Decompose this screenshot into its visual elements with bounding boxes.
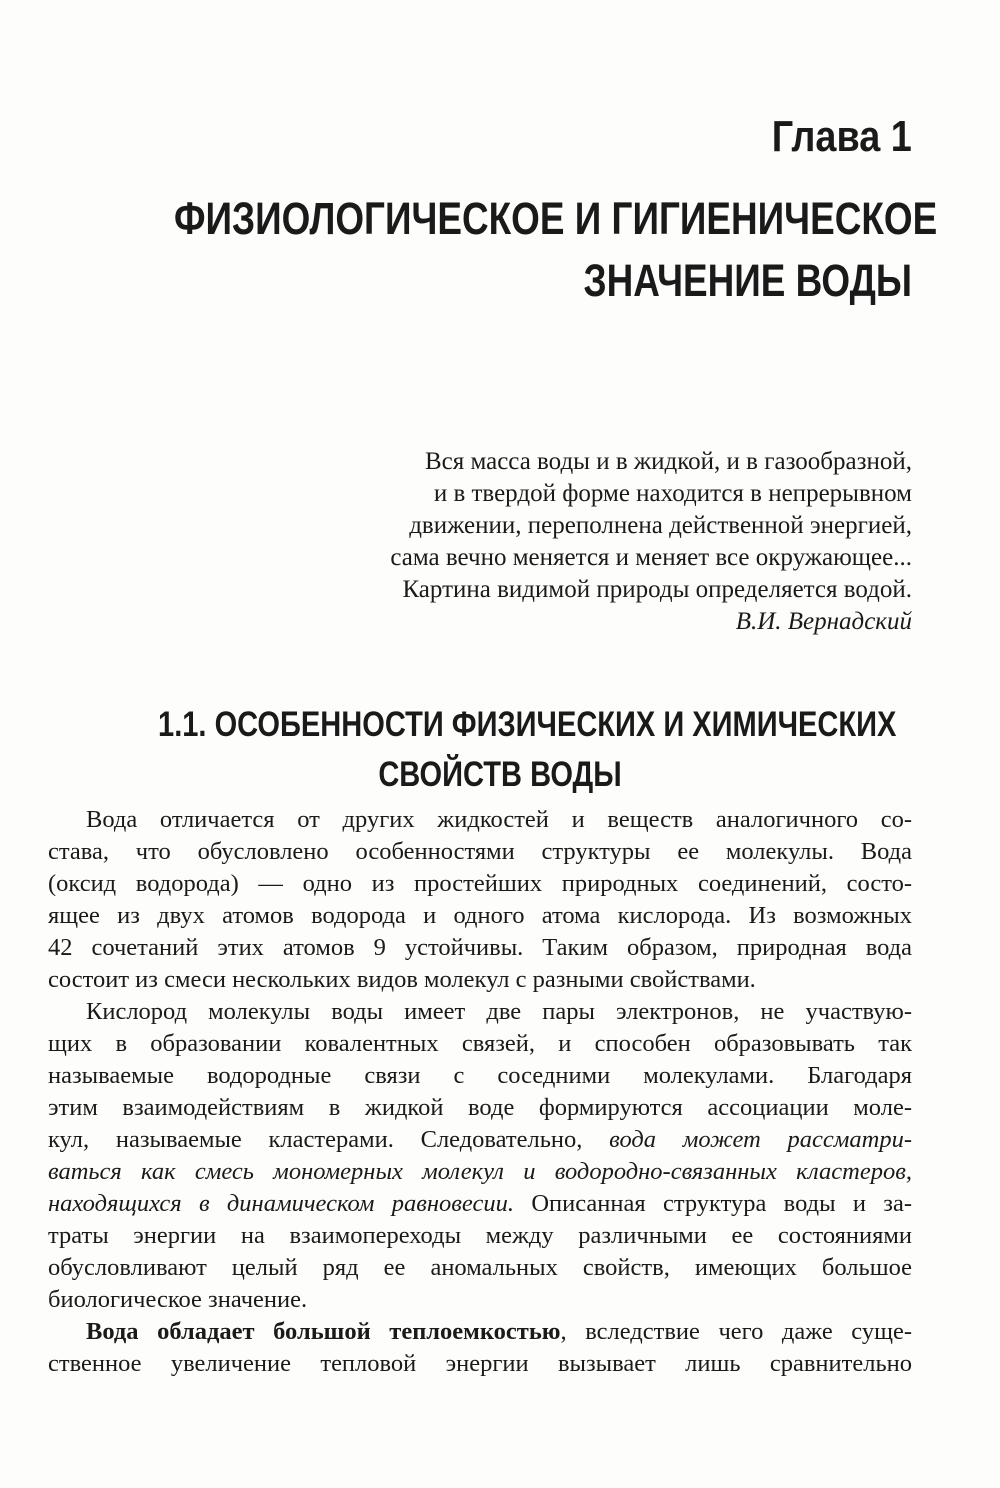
text-line: Вода отличается от других жидкостей и веществ аналогичного со- (86, 806, 912, 833)
chapter-title-line: ЗНАЧЕНИЕ ВОДЫ (583, 255, 912, 306)
epigraph-line: сама вечно меняется и меняет все окружающее... (390, 544, 912, 571)
text-line: состоит из смеси нескольких видов молекул с разными свойствами. (48, 966, 756, 993)
emphasis-text: находящихся в динамическом равновесии. (48, 1190, 514, 1217)
text-line (48, 1188, 912, 1220)
epigraph-line: движении, переполнена действенной энергией, (409, 512, 912, 539)
chapter-title-line: ФИЗИОЛОГИЧЕСКОЕ И ГИГИЕНИЧЕСКОЕ (174, 193, 938, 244)
chapter-label: Глава 1 (771, 112, 912, 161)
chapter-title (12, 188, 938, 312)
text-line: става, что обусловлено особенностями структуры ее молекулы. Вода (48, 838, 912, 865)
section-title-line: СВОЙСТВ ВОДЫ (378, 755, 622, 794)
text-line: обусловливают целый ряд ее аномальных свойств, имеющих большое (48, 1254, 912, 1281)
text-run: , вследствие чего даже суще- (560, 1318, 912, 1345)
text-line: ящее из двух атомов водорода и одного атома кислорода. Из возможных (48, 902, 912, 929)
text-line: называемые водородные связи с соседними молекулами. Благодаря (48, 1062, 912, 1089)
section-title-line: 1.1. ОСОБЕННОСТИ ФИЗИЧЕСКИХ И ХИМИЧЕСКИХ (158, 705, 897, 744)
epigraph-line: Вся масса воды и в жидкой, и в газообразной, (424, 448, 912, 475)
emphasis-text: вода может рассматри- (609, 1126, 912, 1153)
text-run: Описанная структура воды и за- (531, 1190, 913, 1217)
text-line: ственное увеличение тепловой энергии вызывает лишь сравнительно (48, 1350, 912, 1377)
text-line (48, 1316, 912, 1348)
section-title (88, 700, 912, 800)
epigraph-author: В.И. Вернадский (735, 608, 912, 635)
text-line: щих в образовании ковалентных связей, и способен образовывать так (48, 1030, 912, 1057)
paragraph (48, 804, 912, 996)
epigraph (292, 446, 912, 638)
body-text (48, 804, 912, 1380)
epigraph-line: и в твердой форме находится в непрерывном (433, 480, 912, 507)
emphasis-text: ваться как смесь мономерных молекул и водородно-связанных кластеров, (48, 1158, 912, 1185)
text-line: (оксид водорода) — одно из простейших природных соединений, состо- (48, 870, 912, 897)
text-line (48, 1156, 912, 1188)
text-line: 42 сочетаний этих атомов 9 устойчивы. Таким образом, природная вода (48, 934, 912, 961)
bold-text: Вода обладает большой теплоемкостью (86, 1318, 561, 1345)
paragraph (48, 996, 912, 1316)
text-line: траты энергии на взаимопереходы между различными ее состояниями (48, 1222, 912, 1249)
paragraph (48, 1316, 912, 1380)
text-line (48, 1124, 912, 1156)
text-line: Кислород молекулы воды имеет две пары электронов, не участвую- (86, 998, 912, 1025)
epigraph-line: Картина видимой природы определяется водой. (402, 576, 912, 603)
text-line: этим взаимодействиям в жидкой воде формируются ассоциации моле- (48, 1094, 912, 1121)
text-run: кул, называемые кластерами. Следовательно, (48, 1126, 583, 1153)
text-line: биологическое значение. (48, 1286, 308, 1313)
